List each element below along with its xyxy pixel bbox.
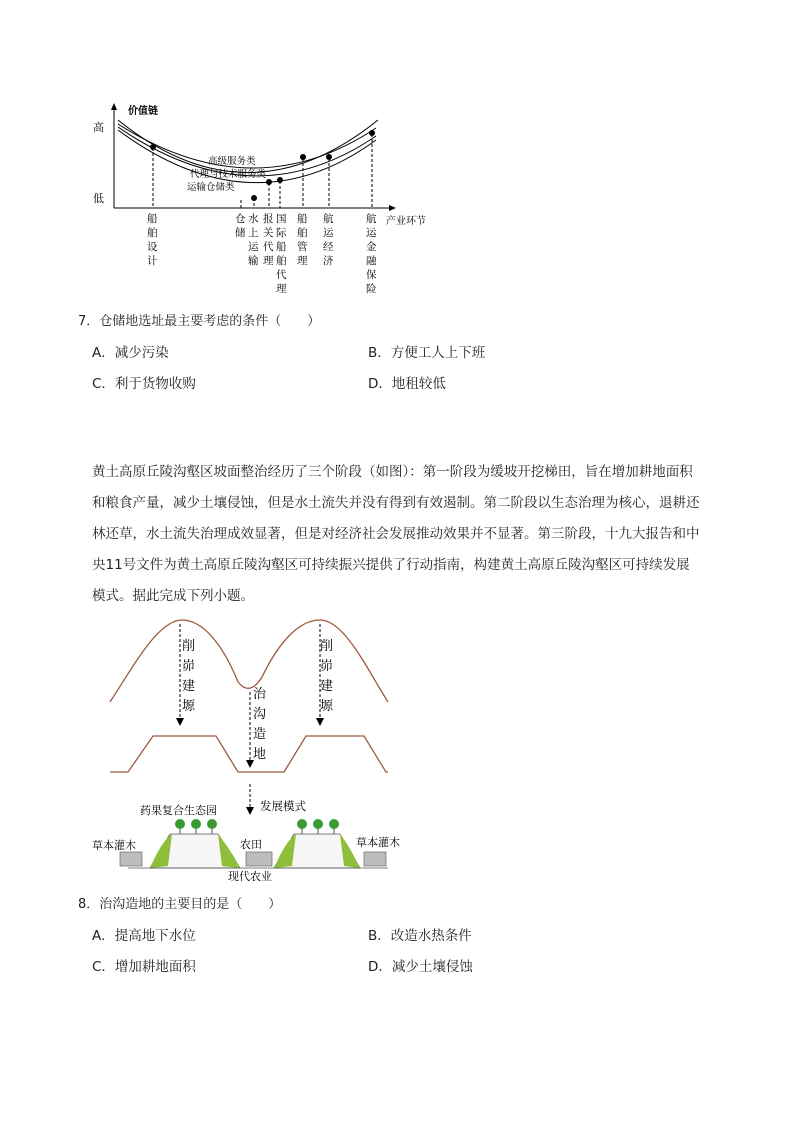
passage-line: 林还草，水土流失治理成效显著，但是对经济社会发展推动效果并不显著。第三阶段，十九大报告和中 xyxy=(92,526,700,542)
stage-label-char: 代 xyxy=(263,241,274,253)
right-label-char: 峁 xyxy=(320,659,334,674)
label-modern-agri: 现代农业 xyxy=(228,870,272,883)
middle-label-char: 治 xyxy=(253,687,267,702)
label-orchard: 药果复合生态园 xyxy=(140,804,217,817)
curve-label-transport: 运输仓储类 xyxy=(187,182,235,193)
q7-option-b[interactable]: B．方便工人上下班 xyxy=(368,345,486,361)
passage-line: 黄土高原丘陵沟壑区坡面整治经历了三个阶段（如图）：第一阶段为缓坡开挖梯田，旨在增加耕地面积 xyxy=(92,464,693,480)
x-axis-arrow xyxy=(389,205,396,211)
reshaped-profile xyxy=(110,736,388,772)
passage-line: 模式。据此完成下列小题。 xyxy=(92,588,254,604)
passage xyxy=(92,457,722,612)
left-label-char: 峁 xyxy=(182,659,196,674)
stage-label-char: 理 xyxy=(276,283,287,295)
left-label-char: 建 xyxy=(182,679,196,694)
stage-label-char: 经 xyxy=(323,241,334,253)
right-label-char: 塬 xyxy=(320,699,334,714)
marker-dot xyxy=(277,177,283,183)
y-axis-title: 价值链 xyxy=(128,106,158,117)
stage-label-char: 代 xyxy=(276,269,287,281)
marker-dot xyxy=(369,130,375,136)
stage-label-char: 运 xyxy=(323,227,334,239)
x-axis-title: 产业环节 xyxy=(386,216,426,227)
stage-label-char: 储 xyxy=(235,227,246,239)
label-grass-left: 草本灌木 xyxy=(92,839,136,852)
q8-option-b[interactable]: B．改造水热条件 xyxy=(368,928,472,944)
stage-label-char: 上 xyxy=(248,227,259,239)
stage-label-char: 输 xyxy=(248,255,259,267)
q7-option-a[interactable]: A．减少污染 xyxy=(92,345,169,361)
stage-label-char: 计 xyxy=(147,255,158,267)
stage-label-char: 船 xyxy=(276,241,287,253)
stage-label-char: 航 xyxy=(366,213,377,225)
marker-dot xyxy=(300,154,306,160)
middle-label-char: 造 xyxy=(253,727,267,742)
middle-label-char: 沟 xyxy=(253,707,267,722)
marker-dot xyxy=(251,195,257,201)
q8-stem: 8．治沟造地的主要目的是（ ） xyxy=(78,897,282,912)
stage-label-char: 报 xyxy=(263,213,274,225)
stage-label-char: 关 xyxy=(263,227,274,239)
curve-label-high-service: 高级服务类 xyxy=(208,156,256,167)
stage-label-char: 理 xyxy=(297,255,308,267)
terrain-figure xyxy=(88,612,418,884)
q7-stem: 7．仓储地选址最主要考虑的条件（ ） xyxy=(78,314,321,329)
y-high-label: 高 xyxy=(93,121,104,134)
stage-label-char: 舶 xyxy=(147,227,158,239)
arrow-right-head xyxy=(316,718,324,726)
stage-label-char: 船 xyxy=(297,213,308,225)
arrow-left-head xyxy=(176,718,184,726)
middle-label-char: 地 xyxy=(253,747,267,762)
stage-label-char: 济 xyxy=(323,255,334,267)
passage-line: 央11号文件为黄土高原丘陵沟壑区可持续振兴提供了行动指南，构建黄土高原丘陵沟壑区可持续发展 xyxy=(92,557,690,573)
value-chain-figure xyxy=(88,100,428,300)
q7-option-c[interactable]: C．利于货物收购 xyxy=(92,376,196,392)
right-label-char: 削 xyxy=(320,639,334,654)
stage-label-char: 险 xyxy=(366,283,377,295)
q8-option-d[interactable]: D．减少土壤侵蚀 xyxy=(368,959,473,975)
stage-label-char: 仓 xyxy=(235,213,246,225)
marker-dot xyxy=(266,179,272,185)
stage-label-char: 运 xyxy=(366,227,377,239)
curve-label-agent-tech: 代理与技术服务类 xyxy=(190,169,267,180)
passage-line: 和粮食产量，减少土壤侵蚀，但是水土流失并没有得到有效遏制。第二阶段以生态治理为核心，退耕还 xyxy=(92,495,700,511)
q8-option-a[interactable]: A．提高地下水位 xyxy=(92,928,196,944)
stage-label-char: 理 xyxy=(263,255,274,267)
stage-label-char: 舶 xyxy=(297,227,308,239)
y-axis-arrow xyxy=(111,103,117,110)
stage-label-char: 设 xyxy=(147,241,158,253)
left-label-char: 塬 xyxy=(182,699,196,714)
stage-label-char: 水 xyxy=(248,213,259,225)
right-label-char: 建 xyxy=(320,679,334,694)
q8-option-c[interactable]: C．增加耕地面积 xyxy=(92,959,196,975)
label-farmland: 农田 xyxy=(240,838,262,851)
stage-label-char: 保 xyxy=(366,269,377,281)
stage-label-char: 际 xyxy=(276,227,287,239)
original-slope-profile xyxy=(110,620,388,702)
stage-label-char: 国 xyxy=(276,213,287,225)
stage-label-char: 舶 xyxy=(276,255,287,267)
left-label-char: 削 xyxy=(182,639,196,654)
marker-dot xyxy=(150,144,156,150)
stage-label-char: 金 xyxy=(366,241,377,253)
stage-label-char: 管 xyxy=(297,241,308,253)
stage-label-char: 融 xyxy=(366,255,377,267)
marker-dot xyxy=(326,154,332,160)
label-grass-right: 草本灌木 xyxy=(356,836,400,849)
stage-label-char: 船 xyxy=(147,213,158,225)
arrow-label-development-model: 发展模式 xyxy=(260,799,306,813)
stage-label-char: 运 xyxy=(248,241,259,253)
arrow-model-head xyxy=(246,807,254,815)
q7-option-d[interactable]: D．地租较低 xyxy=(368,376,446,392)
stage-label-char: 航 xyxy=(323,213,334,225)
y-low-label: 低 xyxy=(93,192,104,205)
